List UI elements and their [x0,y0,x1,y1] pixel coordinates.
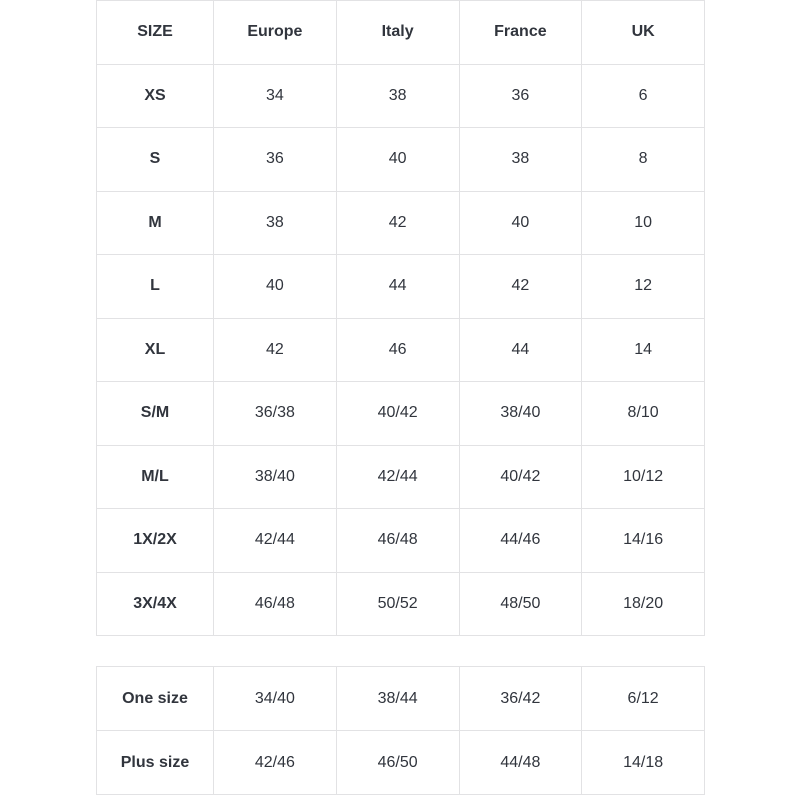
cell-italy: 38 [336,64,459,128]
cell-italy: 46 [336,318,459,382]
table-row [97,318,705,382]
cell-uk: 14/18 [582,731,705,795]
size-conversion-table [96,0,705,636]
table-header-row [97,1,705,65]
row-label: M [97,191,214,255]
cell-europe: 36 [214,128,337,192]
table-row [97,382,705,446]
column-header-uk: UK [582,1,705,65]
row-label: 1X/2X [97,509,214,573]
cell-uk: 10/12 [582,445,705,509]
table-row [97,572,705,636]
cell-europe: 46/48 [214,572,337,636]
cell-france: 36 [459,64,582,128]
cell-italy: 40/42 [336,382,459,446]
cell-france: 44/46 [459,509,582,573]
table-row [97,667,705,731]
cell-europe: 38 [214,191,337,255]
cell-france: 40/42 [459,445,582,509]
cell-france: 38 [459,128,582,192]
cell-uk: 14/16 [582,509,705,573]
table-row [97,128,705,192]
cell-europe: 42/44 [214,509,337,573]
table-row [97,731,705,795]
cell-europe: 34 [214,64,337,128]
cell-uk: 12 [582,255,705,319]
cell-europe: 34/40 [214,667,337,731]
table-row [97,191,705,255]
cell-europe: 40 [214,255,337,319]
cell-europe: 38/40 [214,445,337,509]
column-header-size: SIZE [97,1,214,65]
row-label: S [97,128,214,192]
cell-france: 36/42 [459,667,582,731]
cell-italy: 42 [336,191,459,255]
special-sizes-table [96,666,705,795]
table-row [97,64,705,128]
cell-europe: 42 [214,318,337,382]
cell-uk: 14 [582,318,705,382]
row-label: One size [97,667,214,731]
cell-uk: 10 [582,191,705,255]
cell-uk: 8/10 [582,382,705,446]
cell-italy: 46/50 [336,731,459,795]
table-gap [96,636,704,666]
table-row [97,445,705,509]
row-label: M/L [97,445,214,509]
column-header-italy: Italy [336,1,459,65]
cell-france: 44 [459,318,582,382]
row-label: Plus size [97,731,214,795]
table-row [97,509,705,573]
table-row [97,255,705,319]
cell-uk: 6 [582,64,705,128]
column-header-europe: Europe [214,1,337,65]
cell-france: 44/48 [459,731,582,795]
cell-italy: 40 [336,128,459,192]
cell-italy: 44 [336,255,459,319]
cell-uk: 6/12 [582,667,705,731]
cell-uk: 8 [582,128,705,192]
cell-italy: 50/52 [336,572,459,636]
cell-france: 40 [459,191,582,255]
cell-europe: 36/38 [214,382,337,446]
cell-france: 38/40 [459,382,582,446]
cell-italy: 38/44 [336,667,459,731]
row-label: XS [97,64,214,128]
row-label: L [97,255,214,319]
cell-france: 48/50 [459,572,582,636]
cell-uk: 18/20 [582,572,705,636]
cell-italy: 42/44 [336,445,459,509]
row-label: 3X/4X [97,572,214,636]
row-label: S/M [97,382,214,446]
cell-italy: 46/48 [336,509,459,573]
row-label: XL [97,318,214,382]
column-header-france: France [459,1,582,65]
cell-europe: 42/46 [214,731,337,795]
cell-france: 42 [459,255,582,319]
